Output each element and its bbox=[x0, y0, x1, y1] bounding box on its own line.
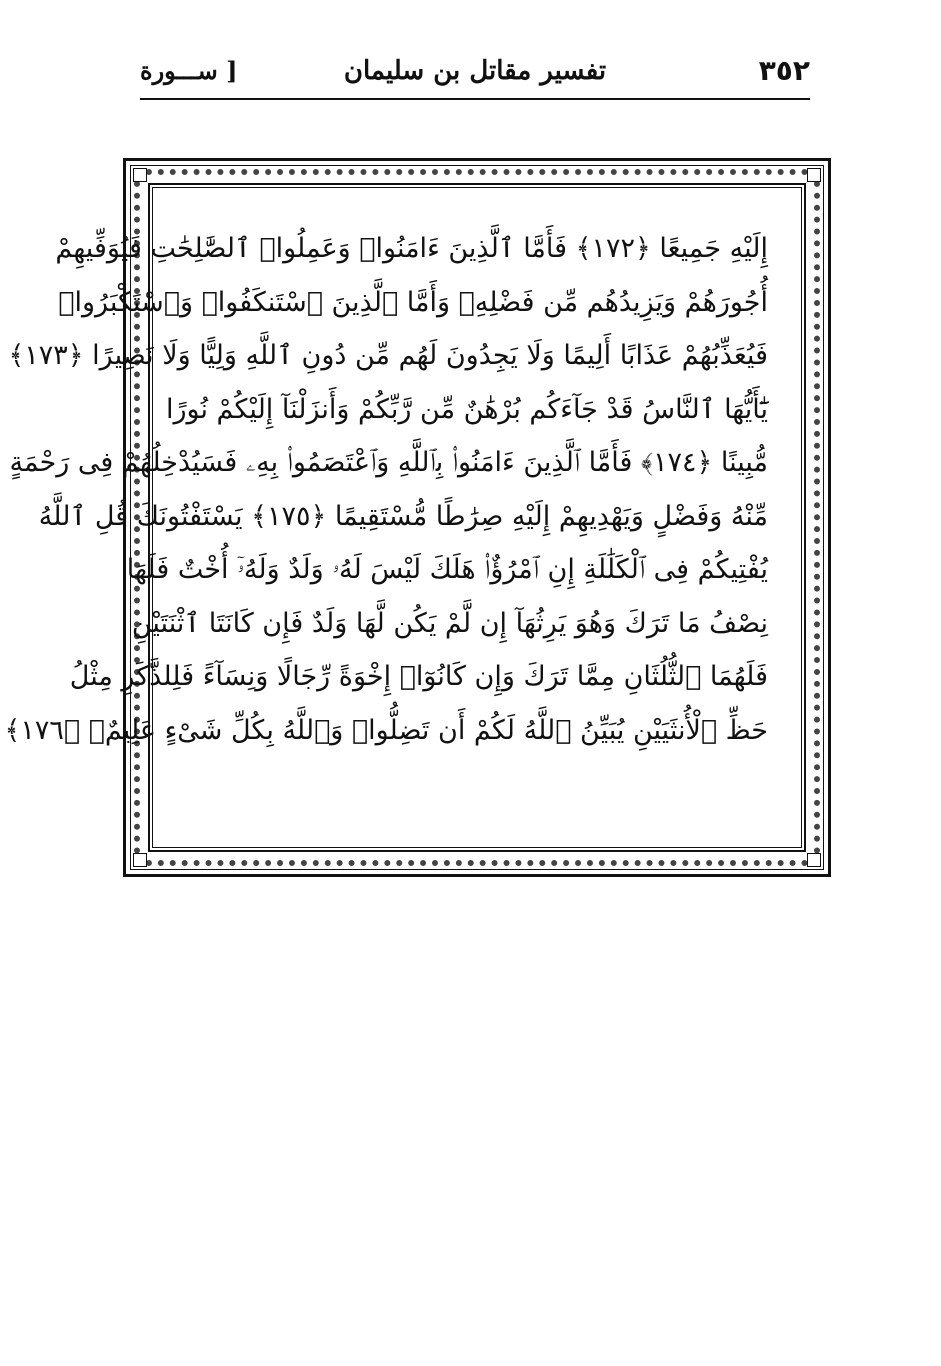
verse-line: يَٰٓأَيُّهَا ٱلنَّاسُ قَدْ جَآءَكُم بُرْهَٰنٌ مِّن رَّبِّكُمْ وَأَنزَلْنَآ إِلَيْكُمْ نُورًا bbox=[165, 393, 768, 425]
verse-line: نِصْفُ مَا تَرَكَ وَهُوَ يَرِثُهَآ إِن لَّمْ يَكُن لَّهَا وَلَدٌ فَإِن كَانَتَا ٱثْنَتَيْنِ bbox=[131, 607, 768, 639]
frame-corner-ornament bbox=[807, 168, 821, 182]
surah-label: [ ســـورة bbox=[140, 56, 238, 85]
quran-text-block bbox=[4, 222, 768, 757]
verse-line: مِّنْهُ وَفَضْلٍ وَيَهْدِيهِمْ إِلَيْهِ صِرَٰطًا مُّسْتَقِيمًا ﴿١٧٥﴾ يَسْتَفْتُونَكَ قُلِ ٱللَّهُ bbox=[38, 500, 768, 532]
verse-line: فَلَهُمَا ٱلثُّلُثَانِ مِمَّا تَرَكَ وَإِن كَانُوٓا۟ إِخْوَةً رِّجَالًا وَنِسَآءً فَلِلذَّكَرِ مِثْلُ bbox=[69, 661, 768, 692]
book-title: تفسير مقاتل بن سليمان bbox=[343, 56, 607, 86]
verse-line: مُّبِينًا ﴿١٧٤﴾ فَأَمَّا ٱلَّذِينَ ءَامَنُوا۟ بِٱللَّهِ وَٱعْتَصَمُوا۟ بِهِۦ فَسَيُدْخِلُهُمْ فِى رَحْمَةٍ bbox=[9, 447, 768, 478]
frame-corner-ornament bbox=[807, 853, 821, 867]
verse-line: يُفْتِيكُمْ فِى ٱلْكَلَٰلَةِ إِنِ ٱمْرُؤٌا۟ هَلَكَ لَيْسَ لَهُۥ وَلَدٌ وَلَهُۥٓ أُخْتٌ فَلَهَا bbox=[126, 554, 768, 585]
verse-line: أُجُورَهُمْ وَيَزِيدُهُم مِّن فَضْلِهِۦ وَأَمَّا ٱلَّذِينَ ٱسْتَنكَفُوا۟ وَٱسْتَكْبَرُوا۟ bbox=[58, 286, 768, 318]
page-number: ٣٥٢ bbox=[758, 54, 810, 87]
frame-corner-ornament bbox=[133, 853, 147, 867]
verse-line: فَيُعَذِّبُهُمْ عَذَابًا أَلِيمًا وَلَا يَجِدُونَ لَهُم مِّن دُونِ ٱللَّهِ وَلِيًّا وَلَا نَصِيرًا ﴿١٧٣﴾ bbox=[8, 340, 768, 371]
frame-corner-ornament bbox=[133, 168, 147, 182]
verse-line: إِلَيْهِ جَمِيعًا ﴿١٧٢﴾ فَأَمَّا ٱلَّذِينَ ءَامَنُوا۟ وَعَمِلُوا۟ ٱلصَّٰلِحَٰتِ فَيُوَفِّيهِمْ bbox=[55, 233, 768, 264]
page-header bbox=[140, 52, 810, 96]
header-rule bbox=[140, 98, 810, 100]
verse-line: حَظِّ ٱلْأُنثَيَيْنِ يُبَيِّنُ ٱللَّهُ لَكُمْ أَن تَضِلُّوا۟ وَٱللَّهُ بِكُلِّ شَىْءٍ عَلِيمٌۢ ﴿١٧٦﴾ bbox=[4, 714, 768, 746]
